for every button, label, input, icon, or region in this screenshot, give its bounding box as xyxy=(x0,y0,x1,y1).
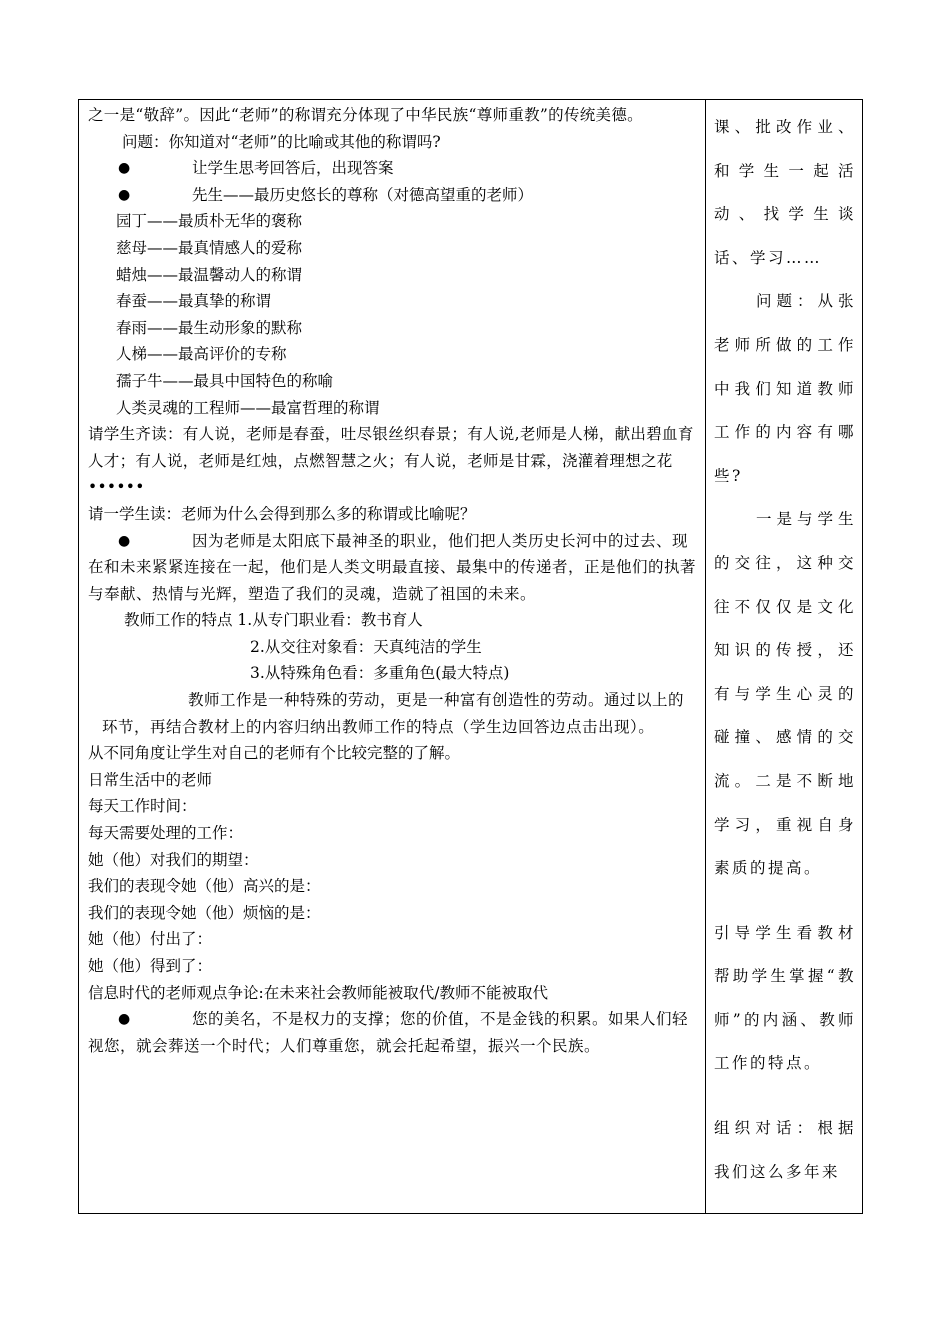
bullet-item xyxy=(88,528,698,608)
bullet-icon: ● xyxy=(118,532,131,549)
title-item: 春雨——最生动形象的默称 xyxy=(116,318,303,337)
column-divider xyxy=(705,99,706,1214)
side-paragraph: 问题：从张老师所做的工作中我们知道教师工作的内容有哪些? xyxy=(714,292,856,485)
prompt-line: 她（他）对我们的期望： xyxy=(88,850,259,869)
prompt-line: 每天工作时间： xyxy=(88,797,197,816)
title-item: 春蚕——最真挚的称谓 xyxy=(116,292,272,311)
paragraph: 教师工作是一种特殊的劳动，更是一种富有创造性的劳动。通过以上的环节，再结合教材上的内容归纳出教师工作的特点（学生边回答边点击出现）。 xyxy=(102,691,685,736)
bullet-icon: ● xyxy=(118,160,131,177)
side-paragraph: 课、批改作业、和学生一起活动、找学生谈话、学习…… xyxy=(714,118,856,267)
paragraph: 请学生齐读：有人说，老师是春蚕，吐尽银丝织春景；有人说,老师是人梯，献出碧血育人才；有人说，老师是红烛，点燃智慧之火；有人说，老师是甘霖，浇灌着理想之花•••••• xyxy=(88,425,694,497)
bullet-text: 让学生思考回答后，出现答案 xyxy=(192,159,394,178)
prompt-line: 我们的表现令她（他）烦恼的是： xyxy=(88,903,321,922)
title-item: 慈母——最真情感人的爱称 xyxy=(116,238,303,257)
prompt-line: 她（他）付出了： xyxy=(88,930,213,949)
side-paragraph: 组织对话：根据我们这么多年来 xyxy=(714,1119,856,1181)
prompt-line: 她（他）得到了： xyxy=(88,957,213,975)
title-item: 人类灵魂的工程师——最富哲理的称谓 xyxy=(116,398,380,417)
title-item: 园丁——最质朴无华的褒称 xyxy=(116,212,303,231)
question-line: 问题：你知道对“老师”的比喻或其他的称谓吗? xyxy=(122,132,441,151)
paragraph: 请一学生读：老师为什么会得到那么多的称谓或比喻呢？ xyxy=(88,504,476,523)
title-item: 孺子牛——最具中国特色的称喻 xyxy=(116,371,334,390)
paragraph: 从不同角度让学生对自己的老师有个比较完整的了解。 xyxy=(88,744,461,763)
bullet-text: 您的美名，不是权力的支撑；您的价值，不是金钱的积累。如果人们轻视您，就会葬送一个时代；人们尊重您，就会托起希望，振兴一个民族。 xyxy=(88,1010,689,1055)
side-column xyxy=(714,106,856,1194)
bullet-item xyxy=(88,182,698,209)
side-paragraph: 引导学生看教材帮助学生掌握“教师”的内涵、教师工作的特点。 xyxy=(714,923,856,1073)
feature-line: 3.从特殊角色看：多重角色(最大特点) xyxy=(250,664,510,683)
main-column xyxy=(88,102,698,1059)
bullet-item xyxy=(88,155,698,182)
bullet-text: 先生——最历史悠长的尊称（对德高望重的老师） xyxy=(192,185,534,204)
title-item: 蜡烛——最温馨动人的称谓 xyxy=(116,265,303,284)
prompt-line: 每天需要处理的工作： xyxy=(88,824,244,843)
bullet-item xyxy=(88,1006,698,1059)
side-paragraph: 一是与学生的交往，这种交往不仅仅是文化知识的传授，还有与学生心灵的碰撞、感情的交流。二是不断地学习，重视自身素质的提高。 xyxy=(714,510,856,878)
bullet-icon: ● xyxy=(118,1011,131,1028)
feature-line: 教师工作的特点 1.从专门职业看：教书育人 xyxy=(124,611,423,630)
bullet-text: 因为老师是太阳底下最神圣的职业，他们把人类历史长河中的过去、现在和未来紧紧连接在一起，他们是人类文明最直接、最集中的传递者，正是他们的执著与奉献、热情与光辉，塑造了我们的灵魂，造就了祖国的未来。 xyxy=(88,531,697,603)
section-heading: 日常生活中的老师 xyxy=(88,770,213,789)
paragraph: 之一是“敬辞”。因此“老师”的称谓充分体现了中华民族“尊师重教”的传统美德。 xyxy=(88,106,643,124)
bullet-icon: ● xyxy=(118,186,131,203)
title-item: 人梯——最高评价的专称 xyxy=(116,345,287,364)
feature-line: 2.从交往对象看：天真纯洁的学生 xyxy=(250,637,482,656)
debate-line: 信息时代的老师观点争论:在未来社会教师能被取代/教师不能被取代 xyxy=(88,983,548,1002)
prompt-line: 我们的表现令她（他）高兴的是： xyxy=(88,877,321,896)
